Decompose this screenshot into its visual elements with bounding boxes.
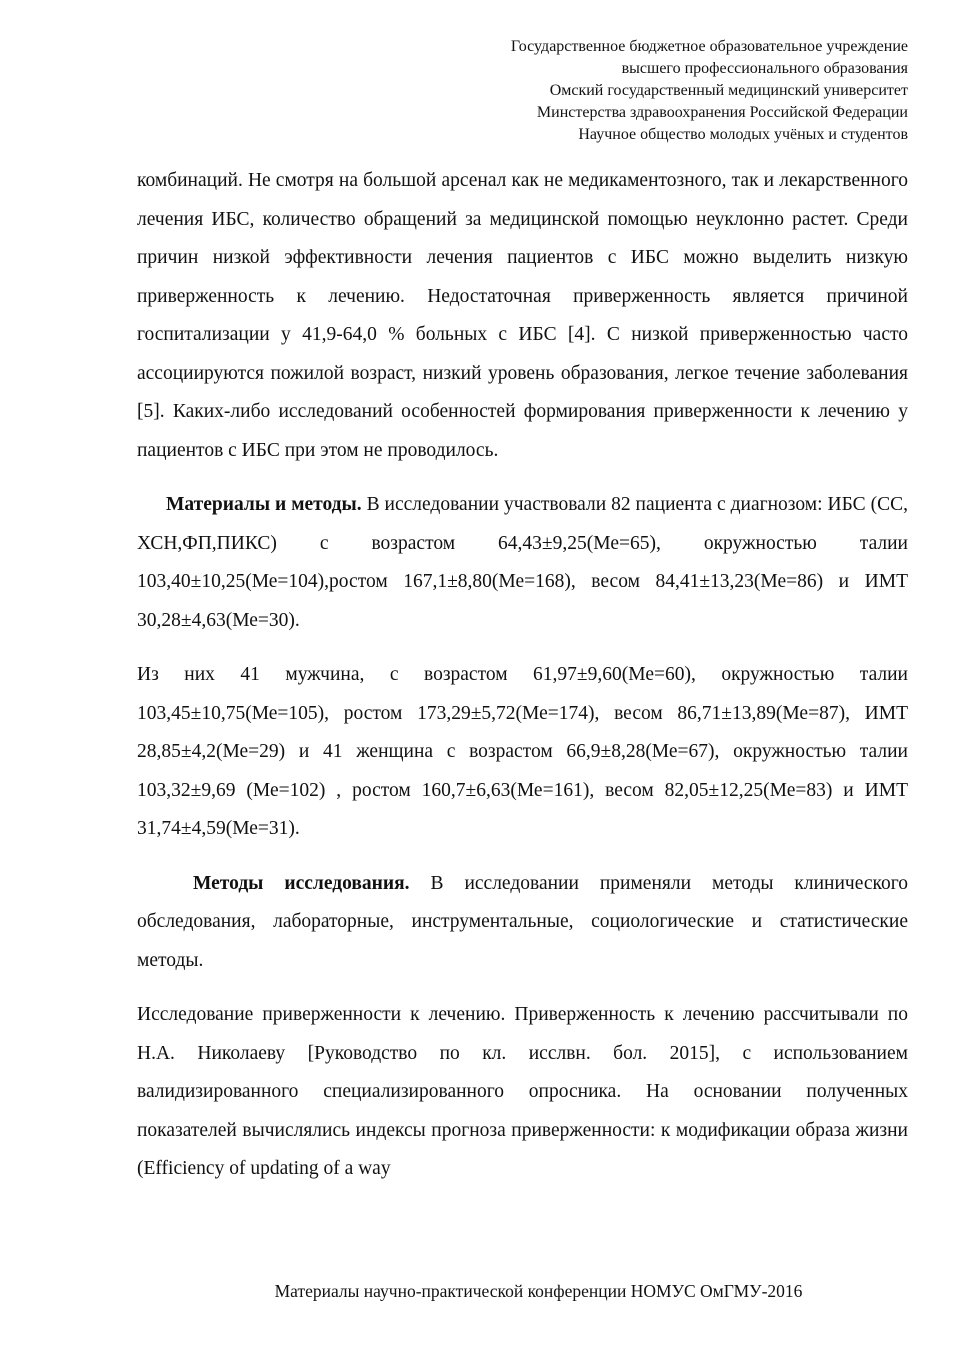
paragraph-adherence: Исследование приверженности к лечению. Приверженность к лечению рассчитывали по Н.А. Николаеву [Руководство по кл. исслвн. бол. 2015], с использованием валидизированного специализированного опросника. На основании полученных показателей вычислялись индексы прогноза приверженности: к модификации образа жизни (Efficiency of updating of a way [137, 1004, 908, 1179]
page-footer: Материалы научно-практической конференции НОМУС ОмГМУ-2016 [274, 1281, 803, 1301]
paragraph-materials [137, 486, 908, 640]
methods-text: В исследовании применяли методы клинического обследования, лабораторные, инструментальные, социологические и статистические методы. [137, 872, 909, 971]
header-line-4: Минстерства здравоохранения Российской Федерации [536, 104, 908, 121]
materials-heading: Материалы и методы. [166, 494, 362, 515]
document-body [137, 162, 908, 1205]
methods-heading: Методы исследования. [193, 872, 410, 894]
paragraph-intro: комбинаций. Не смотря на большой арсенал как не медикаментозного, так и лекарственного лечения ИБС, количество обращений за медицинской помощью неуклонно растет. Среди причин низкой эффективности лечения пациентов с ИБС можно выделить низкую приверженность к лечению. Недостаточная приверженность является причиной госпитализации у 41,9-64,0 % больных с ИБС [4]. С низкой приверженностью часто ассоциируются пожилой возраст, низкий уровень образования, легкое течение заболевания [5]. Каких-либо исследований особенностей формирования приверженности к лечению у пациентов с ИБС при этом не проводилось. [137, 170, 908, 461]
header-line-5: Научное общество молодых учёных и студентов [578, 126, 908, 143]
header-line-1: Государственное бюджетное образовательное учреждение [510, 38, 908, 55]
paragraph-methods [137, 865, 908, 981]
materials-text: В исследовании участвовали 82 пациента с диагнозом: ИБС (СС, ХСН,ФП,ПИКС) с возрастом 64,43±9,25(Ме=65), окружностью талии 103,40±10,25(Ме=104),ростом 167,1±8,80(Ме=168), весом 84,41±13,23(Ме=86) и ИМТ 30,28±4,63(Ме=30). [137, 494, 908, 631]
header-line-3: Омский государственный медицинский университет [549, 82, 908, 99]
institution-header [288, 36, 908, 146]
paragraph-cohort: Из них 41 мужчина, с возрастом 61,97±9,60(Ме=60), окружностью талии 103,45±10,75(Ме=105), ростом 173,29±5,72(Ме=174), весом 86,71±13,89(Ме=87), ИМТ 28,85±4,2(Ме=29) и 41 женщина с возрастом 66,9±8,28(Ме=67), окружностью талии 103,32±9,69 (Ме=102) , ростом 160,7±6,63(Ме=161), весом 82,05±12,25(Ме=83) и ИМТ 31,74±4,59(Ме=31). [137, 664, 908, 839]
header-line-2: высшего профессионального образования [621, 60, 908, 77]
